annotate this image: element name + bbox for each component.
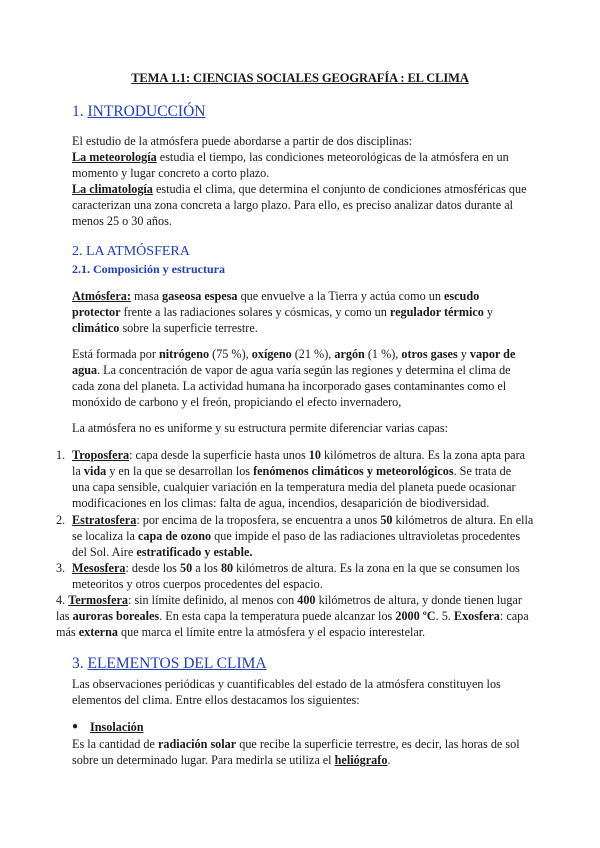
layer-2-number: 2. xyxy=(56,513,66,527)
elementos-paragraph: Las observaciones periódicas y cuantificables del estado de la atmósfera constituyen los elementos del clima. Entre ellos destacamos los siguientes: xyxy=(72,677,501,707)
section-1-number: 1. xyxy=(72,103,88,120)
layer-3-number: 3. xyxy=(56,561,66,575)
section-1-heading xyxy=(72,103,205,121)
section-2-1-heading: 2.1. Composición y estructura xyxy=(72,262,225,276)
meteorologia-term: La meteorología xyxy=(72,150,157,164)
climatologia-term: La climatología xyxy=(72,182,153,196)
layer-2-estratosfera: Estratosfera: por encima de la troposfera, se encuentra a unos 50 kilómetros de altura. En ella se localiza la capa de ozono que impide el paso de las radiaciones ultravioletas procedentes del Sol. Aire estratificado y estable. xyxy=(72,513,534,559)
layer-1-number: 1. xyxy=(56,448,66,462)
layer-3-mesosfera: Mesosfera: desde los 50 a los 80 kilómetros de altura. Es la zona en la que se consumen los meteoritos y otros cuerpos procedentes del espacio. xyxy=(72,561,520,591)
layers-intro: La atmósfera no es uniforme y su estructura permite diferenciar varias capas: xyxy=(72,421,448,435)
climatologia-paragraph: La climatología estudia el clima, que determina el conjunto de condiciones atmosféricas que caracterizan una zona concreta a largo plazo. Para ello, es preciso analizar datos durante al menos 25 o 30 años. xyxy=(72,182,527,228)
bullet-icon: ● xyxy=(72,721,79,732)
heliografo-term: heliógrafo xyxy=(334,753,388,767)
section-3-number: 3. xyxy=(72,655,88,672)
document-title: TEMA 1.1: CIENCIAS SOCIALES GEOGRAFÍA : EL CLIMA xyxy=(131,71,469,85)
meteorologia-paragraph: La meteorología estudia el tiempo, las condiciones meteorológicas de la atmósfera en un momento y lugar concreto a corto plazo. xyxy=(72,150,509,180)
atmosfera-term: Atmósfera: xyxy=(72,289,131,303)
insolacion-paragraph: Es la cantidad de radiación solar que recibe la superficie terrestre, es decir, las horas de sol sobre un determinado lugar. Para medirla se utiliza el heliógrafo. xyxy=(72,737,520,767)
section-2-heading: 2. LA ATMÓSFERA xyxy=(72,244,190,259)
section-3-heading xyxy=(72,655,267,673)
atmosfera-paragraph: Atmósfera: masa gaseosa espesa que envuelve a la Tierra y actúa como un escudo protector frente a las radiaciones solares y cósmicas, y como un regulador térmico y climático sobre la superficie terrestre. xyxy=(72,289,494,335)
section-1-title: INTRODUCCIÓN xyxy=(87,103,206,120)
composicion-paragraph: Está formada por nitrógeno (75 %), oxígeno (21 %), argón (1 %), otros gases y vapor de agua. La concentración de vapor de agua varía según las regiones y determina el clima de cada zona del planeta. La actividad humana ha incorporado gases contaminantes como el monóxido de carbono y el freón, propiciando el efecto invernadero, xyxy=(72,347,516,409)
layer-4-termosfera: 4. Termosfera: sin límite definido, al menos con 400 kilómetros de altura, y donde tienen lugar las auroras boreales. En esta capa la temperatura puede alcanzar los 2000 ºC. 5. Exosfera: capa más externa que marca el límite entre la atmósfera y el espacio interestelar. xyxy=(56,593,529,639)
insolacion-heading: Insolación xyxy=(90,720,144,734)
layer-1-troposfera: Troposfera: capa desde la superficie hasta unos 10 kilómetros de altura. Es la zona apta para la vida y en la que se desarrollan los fenómenos climáticos y meteorológicos. Se trata de una capa sensible, cualquier variación en la temperatura media del planeta puede ocasionar modificaciones en los climas: falta de agua, incendios, desaparición de biodiversidad. xyxy=(72,448,526,510)
intro-paragraph: El estudio de la atmósfera puede abordarse a partir de dos disciplinas: xyxy=(72,134,413,148)
section-3-title: ELEMENTOS DEL CLIMA xyxy=(87,655,267,672)
